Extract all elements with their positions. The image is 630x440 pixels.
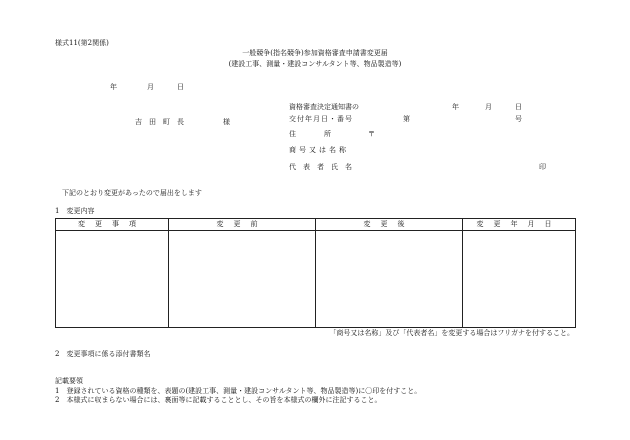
date-month: 月 [147, 83, 154, 91]
section1-title: 1 変更内容 [55, 207, 95, 215]
postal-mark: 〒 [368, 130, 375, 138]
note-1: 1 登録されている資格の種類を、表題の(建設工事、測量・建設コンサルタント等、物品製造等)に〇印を付すこと。 [55, 387, 422, 395]
cell-after[interactable] [316, 231, 463, 328]
cell-change-date[interactable] [463, 231, 576, 328]
notice-month: 月 [485, 103, 492, 111]
cell-change-item[interactable] [56, 231, 169, 328]
header-before: 変更前 [169, 219, 316, 231]
date-year: 年 [110, 83, 117, 91]
form-number: 様式11(第2関係) [55, 39, 109, 47]
notice-year: 年 [452, 103, 459, 111]
notice-label: 資格審査決定通知書の [289, 103, 359, 111]
addressee-honorific: 様 [223, 118, 230, 126]
furigana-note: 「商号又は名称」及び「代表者名」を変更する場合はフリガナを付すること。 [329, 329, 574, 337]
issue-number-label: 交付年月日・番号 [289, 115, 353, 123]
notes-heading: 記載要領 [55, 377, 83, 385]
table-header-row [56, 219, 576, 231]
date-day: 日 [177, 83, 184, 91]
section2-title: 2 変更事項に係る添付書類名 [55, 350, 151, 358]
table-row [56, 231, 576, 328]
note-2: 2 本様式に収まらない場合には、裏面等に記載することとし、その旨を本様式の欄外に注記すること。 [55, 396, 382, 404]
header-change-date: 変更年月日 [463, 219, 576, 231]
header-change-item: 変更事項 [56, 219, 169, 231]
notice-text: 下記のとおり変更があったので届出をします [62, 189, 202, 197]
addressee-name: 吉 田 町 長 [135, 118, 184, 126]
seal-mark: 印 [539, 163, 546, 171]
address-label: 住 所 [289, 130, 331, 138]
cell-before[interactable] [169, 231, 316, 328]
change-table [55, 218, 576, 328]
representative-label: 代 表 者 氏 名 [289, 163, 352, 171]
number-suffix: 号 [515, 115, 522, 123]
notice-day: 日 [515, 103, 522, 111]
document-subtitle: (建設工事、測量・建設コンサルタント等、物品製造等) [228, 60, 402, 68]
trade-name-label: 商号又は名称 [289, 146, 349, 154]
number-prefix: 第 [403, 115, 410, 123]
document-title: 一般競争(指名競争)参加資格審査申請書変更届 [242, 49, 388, 57]
header-after: 変更後 [316, 219, 463, 231]
